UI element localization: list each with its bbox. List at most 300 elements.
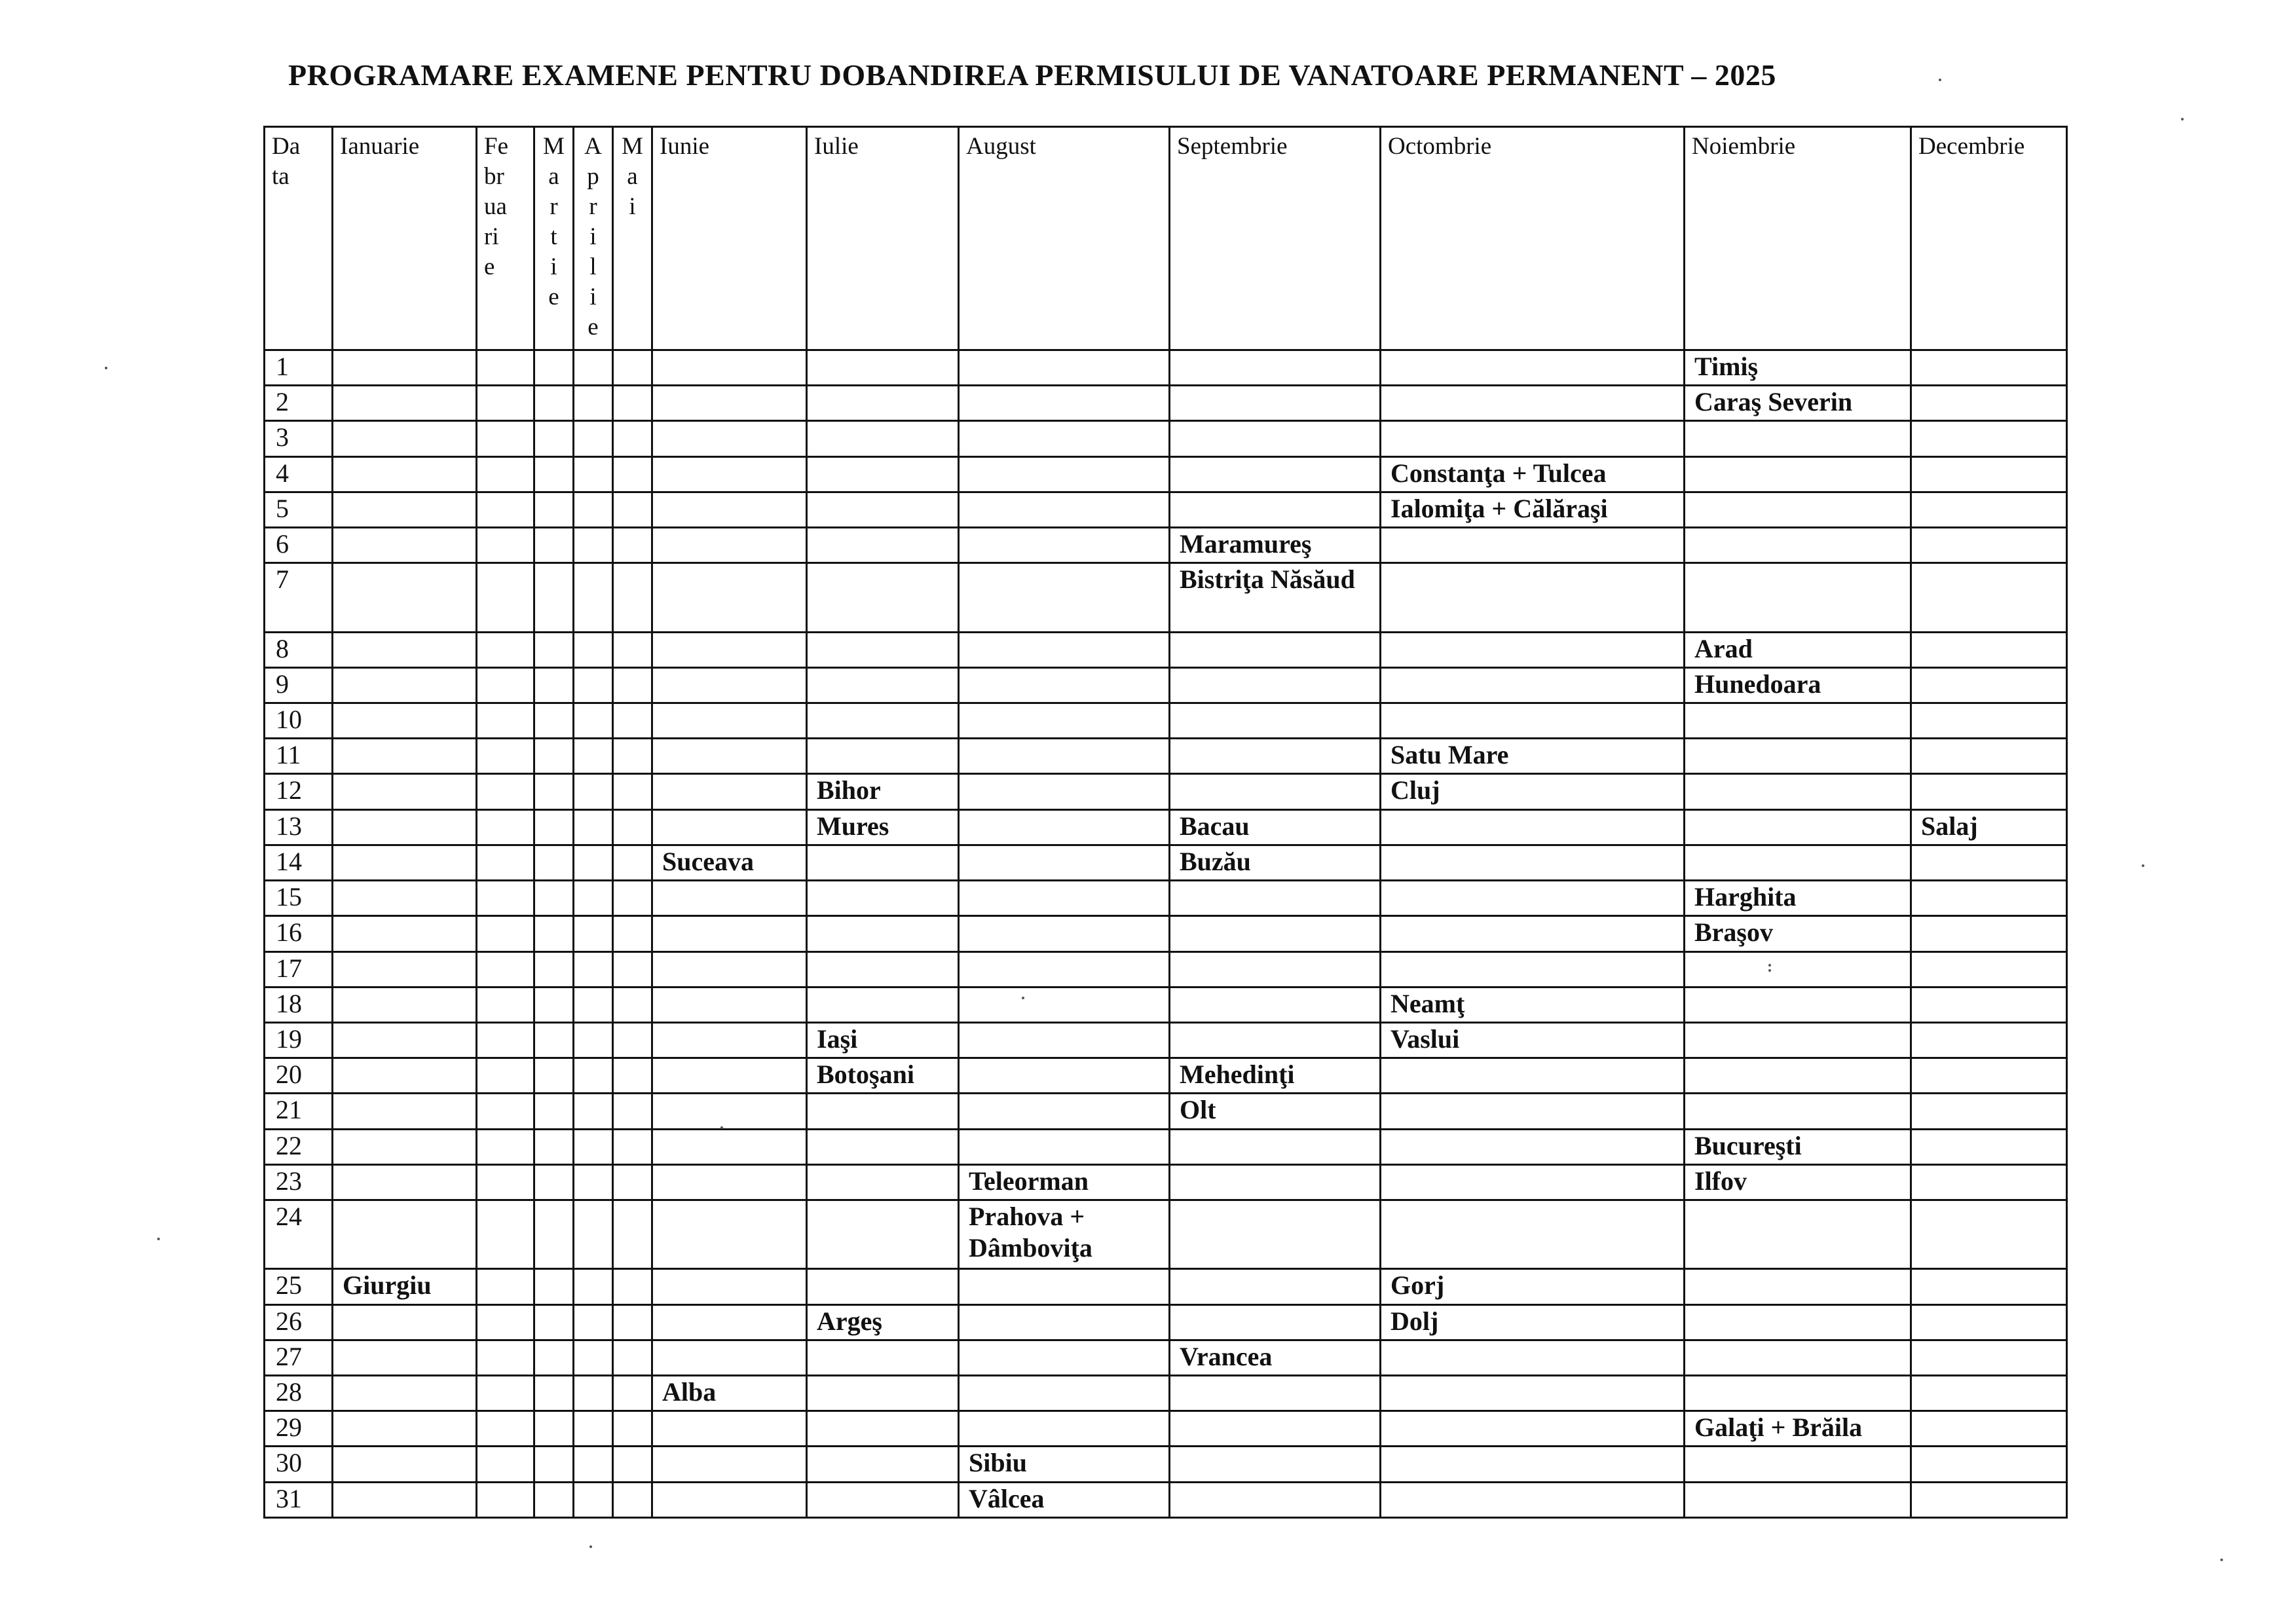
- empty-cell: [1170, 703, 1381, 739]
- empty-cell: [652, 1304, 807, 1340]
- scan-speck: [589, 1545, 592, 1548]
- empty-cell: [959, 1058, 1170, 1094]
- column-header-octombrie: [1381, 127, 1685, 350]
- empty-cell: [477, 1164, 534, 1200]
- empty-cell: [1685, 739, 1911, 774]
- day-cell: 4: [265, 456, 333, 492]
- table-row: [265, 528, 2067, 563]
- table-row: [265, 703, 2067, 739]
- empty-cell: [807, 667, 959, 703]
- exam-county-cell: Ialomiţa + Călăraşi: [1381, 492, 1685, 527]
- column-header-text: Ianuarie: [340, 133, 420, 160]
- empty-cell: [613, 845, 652, 880]
- table-row: [265, 563, 2067, 632]
- exam-county-cell: Mehedinţi: [1170, 1058, 1381, 1094]
- empty-cell: [959, 1340, 1170, 1375]
- exam-county-cell: Harghita: [1685, 881, 1911, 916]
- empty-cell: [1170, 951, 1381, 987]
- column-header-text: M: [622, 133, 643, 160]
- empty-cell: [1911, 1340, 2067, 1375]
- empty-cell: [534, 528, 574, 563]
- scan-speck: [720, 1126, 723, 1129]
- empty-cell: [1685, 1375, 1911, 1411]
- table-row: [265, 1094, 2067, 1129]
- empty-cell: [1381, 1447, 1685, 1482]
- empty-cell: [959, 703, 1170, 739]
- day-cell: 26: [265, 1304, 333, 1340]
- empty-cell: [333, 632, 477, 667]
- empty-cell: [1911, 1164, 2067, 1200]
- column-header-text: l: [589, 253, 597, 280]
- column-header-aprilie: [574, 127, 613, 350]
- empty-cell: [652, 492, 807, 527]
- empty-cell: [807, 1129, 959, 1164]
- day-cell: 20: [265, 1058, 333, 1094]
- empty-cell: [1170, 1447, 1381, 1482]
- column-header-martie: [534, 127, 574, 350]
- empty-cell: [613, 1447, 652, 1482]
- day-cell: 16: [265, 916, 333, 951]
- empty-cell: [807, 1164, 959, 1200]
- empty-cell: [477, 492, 534, 527]
- document-title: PROGRAMARE EXAMENE PENTRU DOBANDIREA PERMISULUI DE VANATOARE PERMANENT – 2025: [288, 58, 1776, 92]
- empty-cell: [613, 563, 652, 632]
- empty-cell: [534, 632, 574, 667]
- day-cell: 24: [265, 1200, 333, 1269]
- day-cell: 6: [265, 528, 333, 563]
- empty-cell: [807, 845, 959, 880]
- empty-cell: [1685, 951, 1911, 987]
- table-row: [265, 386, 2067, 421]
- scan-speck: [1022, 997, 1024, 999]
- empty-cell: [333, 421, 477, 456]
- empty-cell: [1170, 739, 1381, 774]
- empty-cell: [333, 951, 477, 987]
- empty-cell: [652, 1164, 807, 1200]
- exam-county-cell: Braşov: [1685, 916, 1911, 951]
- table-row: [265, 1129, 2067, 1164]
- empty-cell: [534, 1058, 574, 1094]
- empty-cell: [1911, 703, 2067, 739]
- empty-cell: [613, 809, 652, 845]
- empty-cell: [477, 350, 534, 386]
- empty-cell: [1911, 1094, 2067, 1129]
- empty-cell: [333, 667, 477, 703]
- empty-cell: [959, 1269, 1170, 1304]
- empty-cell: [652, 1058, 807, 1094]
- empty-cell: [1685, 809, 1911, 845]
- column-header-text: Octombrie: [1388, 133, 1492, 160]
- day-cell: 12: [265, 774, 333, 809]
- empty-cell: [1685, 1482, 1911, 1517]
- empty-cell: [1170, 1411, 1381, 1447]
- empty-cell: [1381, 951, 1685, 987]
- empty-cell: [959, 1304, 1170, 1340]
- empty-cell: [1381, 1411, 1685, 1447]
- column-header-ianuarie: [333, 127, 477, 350]
- exam-county-cell: Neamţ: [1381, 987, 1685, 1022]
- column-header-text: p: [587, 163, 599, 190]
- empty-cell: [477, 421, 534, 456]
- empty-cell: [534, 1411, 574, 1447]
- empty-cell: [807, 350, 959, 386]
- day-cell: 18: [265, 987, 333, 1022]
- empty-cell: [1911, 1058, 2067, 1094]
- exam-county-cell: Giurgiu: [333, 1269, 477, 1304]
- empty-cell: [959, 1411, 1170, 1447]
- column-header-text: e: [484, 253, 495, 280]
- empty-cell: [477, 632, 534, 667]
- empty-cell: [574, 1447, 613, 1482]
- empty-cell: [477, 739, 534, 774]
- day-cell: 23: [265, 1164, 333, 1200]
- column-header-noiembrie: [1685, 127, 1911, 350]
- exam-county-cell: Salaj: [1911, 809, 2067, 845]
- table-header: [265, 127, 2067, 350]
- exam-county-cell: Bucureşti: [1685, 1129, 1911, 1164]
- empty-cell: [1685, 563, 1911, 632]
- empty-cell: [1911, 774, 2067, 809]
- empty-cell: [613, 1094, 652, 1129]
- empty-cell: [652, 528, 807, 563]
- empty-cell: [1170, 1200, 1381, 1269]
- empty-cell: [333, 1304, 477, 1340]
- empty-cell: [1911, 1411, 2067, 1447]
- column-header-text: r: [550, 193, 558, 220]
- exam-county-cell: Olt: [1170, 1094, 1381, 1129]
- empty-cell: [333, 1482, 477, 1517]
- empty-cell: [477, 563, 534, 632]
- empty-cell: [652, 1200, 807, 1269]
- empty-cell: [1381, 1375, 1685, 1411]
- empty-cell: [1685, 1340, 1911, 1375]
- empty-cell: [534, 1094, 574, 1129]
- empty-cell: [1381, 421, 1685, 456]
- empty-cell: [534, 421, 574, 456]
- empty-cell: [333, 1447, 477, 1482]
- column-header-text: Fe: [484, 133, 508, 160]
- empty-cell: [1911, 1269, 2067, 1304]
- exam-county-cell: Bistriţa Năsăud: [1170, 563, 1381, 632]
- empty-cell: [333, 1200, 477, 1269]
- scan-speck: [1768, 969, 1771, 972]
- empty-cell: [574, 1482, 613, 1517]
- day-cell: 25: [265, 1269, 333, 1304]
- day-cell: 22: [265, 1129, 333, 1164]
- empty-cell: [1911, 492, 2067, 527]
- day-cell: 30: [265, 1447, 333, 1482]
- empty-cell: [652, 1482, 807, 1517]
- exam-schedule-table: [263, 126, 2068, 1519]
- empty-cell: [574, 881, 613, 916]
- empty-cell: [574, 1094, 613, 1129]
- empty-cell: [534, 1447, 574, 1482]
- empty-cell: [1381, 386, 1685, 421]
- day-cell: 7: [265, 563, 333, 632]
- column-header-text: Da: [272, 133, 301, 160]
- empty-cell: [477, 916, 534, 951]
- empty-cell: [477, 456, 534, 492]
- empty-cell: [1381, 1164, 1685, 1200]
- empty-cell: [1911, 881, 2067, 916]
- empty-cell: [652, 1094, 807, 1129]
- empty-cell: [574, 809, 613, 845]
- empty-cell: [1685, 1058, 1911, 1094]
- table-row: [265, 845, 2067, 880]
- empty-cell: [652, 881, 807, 916]
- empty-cell: [333, 1411, 477, 1447]
- table-row: [265, 1375, 2067, 1411]
- empty-cell: [652, 951, 807, 987]
- empty-cell: [333, 1340, 477, 1375]
- empty-cell: [959, 809, 1170, 845]
- empty-cell: [1170, 1129, 1381, 1164]
- exam-county-cell: Argeş: [807, 1304, 959, 1340]
- empty-cell: [534, 774, 574, 809]
- empty-cell: [477, 528, 534, 563]
- empty-cell: [1381, 667, 1685, 703]
- exam-county-cell: Sibiu: [959, 1447, 1170, 1482]
- empty-cell: [1911, 350, 2067, 386]
- empty-cell: [1170, 667, 1381, 703]
- day-cell: 31: [265, 1482, 333, 1517]
- empty-cell: [807, 881, 959, 916]
- scan-speck: [157, 1238, 160, 1240]
- empty-cell: [959, 739, 1170, 774]
- exam-county-cell: Prahova + Dâmboviţa: [959, 1200, 1170, 1269]
- empty-cell: [807, 951, 959, 987]
- empty-cell: [807, 1411, 959, 1447]
- empty-cell: [652, 632, 807, 667]
- empty-cell: [333, 456, 477, 492]
- empty-cell: [613, 1304, 652, 1340]
- column-header-februarie: [477, 127, 534, 350]
- column-header-text: ta: [272, 163, 289, 190]
- empty-cell: [574, 951, 613, 987]
- empty-cell: [807, 1447, 959, 1482]
- empty-cell: [652, 563, 807, 632]
- empty-cell: [1381, 881, 1685, 916]
- scan-speck: [105, 367, 107, 369]
- exam-county-cell: Satu Mare: [1381, 739, 1685, 774]
- empty-cell: [959, 667, 1170, 703]
- empty-cell: [1911, 1129, 2067, 1164]
- empty-cell: [574, 1304, 613, 1340]
- empty-cell: [613, 1340, 652, 1375]
- empty-cell: [1685, 987, 1911, 1022]
- empty-cell: [959, 350, 1170, 386]
- empty-cell: [652, 1447, 807, 1482]
- scan-speck: [1768, 964, 1771, 967]
- empty-cell: [574, 916, 613, 951]
- empty-cell: [1911, 632, 2067, 667]
- empty-cell: [613, 421, 652, 456]
- column-header-text: Decembrie: [1918, 133, 2025, 160]
- table-row: [265, 1164, 2067, 1200]
- empty-cell: [1911, 1200, 2067, 1269]
- empty-cell: [574, 350, 613, 386]
- table-row: [265, 1022, 2067, 1058]
- empty-cell: [574, 386, 613, 421]
- empty-cell: [959, 1375, 1170, 1411]
- empty-cell: [574, 456, 613, 492]
- empty-cell: [1170, 1304, 1381, 1340]
- empty-cell: [1685, 421, 1911, 456]
- empty-cell: [333, 1375, 477, 1411]
- table-row: [265, 987, 2067, 1022]
- table-row: [265, 809, 2067, 845]
- day-cell: 3: [265, 421, 333, 456]
- exam-county-cell: Caraş Severin: [1685, 386, 1911, 421]
- empty-cell: [333, 774, 477, 809]
- empty-cell: [1911, 951, 2067, 987]
- empty-cell: [477, 987, 534, 1022]
- empty-cell: [534, 739, 574, 774]
- exam-county-cell: Suceava: [652, 845, 807, 880]
- empty-cell: [613, 1129, 652, 1164]
- exam-county-cell: Bacau: [1170, 809, 1381, 845]
- empty-cell: [1381, 1200, 1685, 1269]
- exam-county-cell: Galaţi + Brăila: [1685, 1411, 1911, 1447]
- day-cell: 15: [265, 881, 333, 916]
- column-header-august: [959, 127, 1170, 350]
- empty-cell: [959, 774, 1170, 809]
- day-cell: 1: [265, 350, 333, 386]
- empty-cell: [807, 632, 959, 667]
- empty-cell: [613, 951, 652, 987]
- empty-cell: [534, 492, 574, 527]
- empty-cell: [477, 845, 534, 880]
- empty-cell: [534, 703, 574, 739]
- empty-cell: [574, 1340, 613, 1375]
- empty-cell: [333, 739, 477, 774]
- empty-cell: [477, 1375, 534, 1411]
- day-cell: 13: [265, 809, 333, 845]
- empty-cell: [613, 1482, 652, 1517]
- empty-cell: [333, 492, 477, 527]
- empty-cell: [534, 386, 574, 421]
- empty-cell: [1685, 774, 1911, 809]
- empty-cell: [574, 1058, 613, 1094]
- empty-cell: [333, 386, 477, 421]
- empty-cell: [1911, 739, 2067, 774]
- empty-cell: [534, 1482, 574, 1517]
- empty-cell: [534, 1200, 574, 1269]
- empty-cell: [807, 916, 959, 951]
- empty-cell: [534, 456, 574, 492]
- empty-cell: [652, 1129, 807, 1164]
- empty-cell: [807, 1269, 959, 1304]
- empty-cell: [574, 528, 613, 563]
- empty-cell: [1685, 1094, 1911, 1129]
- table-row: [265, 492, 2067, 527]
- empty-cell: [613, 1058, 652, 1094]
- empty-cell: [574, 632, 613, 667]
- table-row: [265, 1200, 2067, 1269]
- empty-cell: [807, 456, 959, 492]
- empty-cell: [1381, 632, 1685, 667]
- empty-cell: [1381, 1482, 1685, 1517]
- table-row: [265, 350, 2067, 386]
- empty-cell: [1381, 1094, 1685, 1129]
- empty-cell: [574, 739, 613, 774]
- scan-speck: [2181, 118, 2184, 120]
- exam-county-cell: Gorj: [1381, 1269, 1685, 1304]
- empty-cell: [477, 1129, 534, 1164]
- empty-cell: [652, 987, 807, 1022]
- day-cell: 19: [265, 1022, 333, 1058]
- column-header-iulie: [807, 127, 959, 350]
- column-header-text: a: [627, 163, 638, 190]
- table-row: [265, 456, 2067, 492]
- scan-speck: [2220, 1559, 2223, 1561]
- table-row: [265, 1447, 2067, 1482]
- empty-cell: [1381, 1340, 1685, 1375]
- day-cell: 14: [265, 845, 333, 880]
- empty-cell: [652, 1340, 807, 1375]
- empty-cell: [534, 1164, 574, 1200]
- empty-cell: [1381, 703, 1685, 739]
- column-header-text: Iulie: [814, 133, 859, 160]
- empty-cell: [1911, 1304, 2067, 1340]
- empty-cell: [1685, 456, 1911, 492]
- empty-cell: [333, 916, 477, 951]
- table-row: [265, 951, 2067, 987]
- empty-cell: [333, 987, 477, 1022]
- empty-cell: [574, 1200, 613, 1269]
- column-header-text: i: [589, 284, 597, 310]
- empty-cell: [1381, 1058, 1685, 1094]
- empty-cell: [613, 386, 652, 421]
- empty-cell: [1911, 667, 2067, 703]
- empty-cell: [1170, 632, 1381, 667]
- empty-cell: [1911, 987, 2067, 1022]
- empty-cell: [1911, 1447, 2067, 1482]
- column-header-text: August: [966, 133, 1036, 160]
- empty-cell: [959, 563, 1170, 632]
- empty-cell: [1685, 1269, 1911, 1304]
- empty-cell: [1685, 1022, 1911, 1058]
- empty-cell: [1170, 492, 1381, 527]
- exam-county-cell: Alba: [652, 1375, 807, 1411]
- table-row: [265, 1269, 2067, 1304]
- column-header-text: e: [588, 314, 599, 341]
- empty-cell: [959, 456, 1170, 492]
- exam-county-cell: Vrancea: [1170, 1340, 1381, 1375]
- column-header-text: a: [548, 163, 559, 190]
- empty-cell: [652, 421, 807, 456]
- day-cell: 27: [265, 1340, 333, 1375]
- empty-cell: [1685, 1200, 1911, 1269]
- empty-cell: [477, 386, 534, 421]
- empty-cell: [613, 1022, 652, 1058]
- empty-cell: [1685, 492, 1911, 527]
- empty-cell: [477, 1200, 534, 1269]
- empty-cell: [959, 492, 1170, 527]
- column-header-text: i: [629, 193, 636, 220]
- empty-cell: [959, 528, 1170, 563]
- empty-cell: [613, 528, 652, 563]
- empty-cell: [807, 1482, 959, 1517]
- empty-cell: [534, 916, 574, 951]
- exam-county-cell: Botoşani: [807, 1058, 959, 1094]
- empty-cell: [477, 1482, 534, 1517]
- empty-cell: [959, 421, 1170, 456]
- empty-cell: [333, 1164, 477, 1200]
- empty-cell: [652, 1411, 807, 1447]
- empty-cell: [534, 667, 574, 703]
- column-header-text: Septembrie: [1177, 133, 1288, 160]
